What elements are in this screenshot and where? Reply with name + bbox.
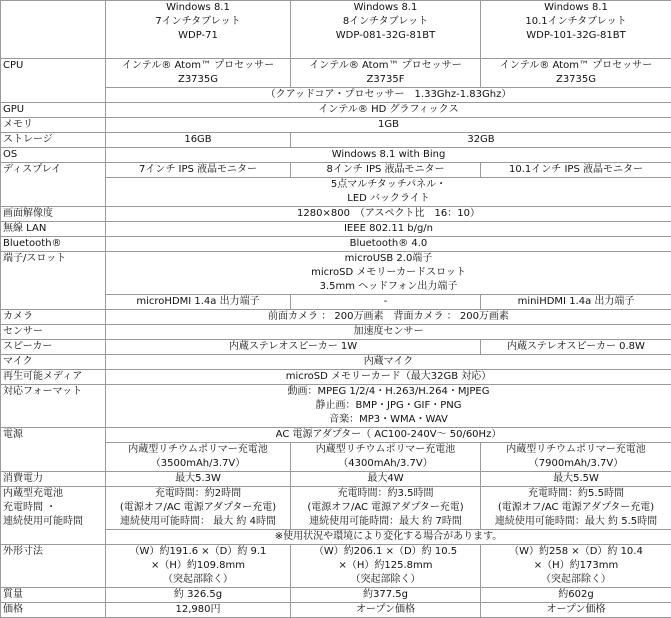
display-row <box>1 163 671 178</box>
battery-type-text: 内蔵型リチウムポリマー充電池 <box>108 443 288 457</box>
charge-label-line: 充電時間 ・ <box>3 501 103 515</box>
bluetooth-value: Bluetooth® 4.0 <box>106 237 671 252</box>
model-header-2 <box>291 1 481 59</box>
dimensions-line: （W）約206.1 ×（D）約 10.5 <box>293 545 478 559</box>
ports-row <box>1 252 671 295</box>
gpu-row <box>1 103 671 118</box>
consumption-value-2: 最大4W <box>291 472 481 487</box>
memory-label: メモリ <box>1 118 106 133</box>
headphone-port-text: 3.5mm ヘッドフォン出力端子 <box>108 280 669 294</box>
price-value-1: 12,980円 <box>106 603 291 618</box>
weight-value-1: 約 326.5g <box>106 588 291 603</box>
model-header-1 <box>106 1 291 59</box>
dimensions-line: （W）約258 ×（D）約 10.4 <box>483 545 669 559</box>
display-common-value <box>106 178 671 207</box>
storage-value-1: 16GB <box>106 133 291 148</box>
charge-note: ※使用状況や環境により変化する場合があります。 <box>106 530 671 545</box>
resolution-value: 1280×800 （アスペクト比 16：10） <box>106 207 671 222</box>
speaker-row <box>1 340 671 355</box>
weight-label: 質量 <box>1 588 106 603</box>
cpu-name: インテル® Atom™ プロセッサー <box>483 59 669 73</box>
resolution-label: 画面解像度 <box>1 207 106 222</box>
sensor-row <box>1 325 671 340</box>
audio-formats-text: 音楽：MP3・WMA・WAV <box>108 413 669 427</box>
storage-label: ストレージ <box>1 133 106 148</box>
hdmi-value-2: - <box>291 295 481 310</box>
dimensions-line: ×（H）約109.8mm <box>108 559 288 573</box>
os-value: Windows 8.1 with Bing <box>106 148 671 163</box>
battery-value-3 <box>481 443 671 472</box>
charge-value-3 <box>481 487 671 530</box>
battery-value-2 <box>291 443 481 472</box>
speaker-value-2: 内蔵ステレオスピーカー 0.8W <box>481 340 671 355</box>
cpu-row <box>1 59 671 88</box>
video-formats-text: 動画：MPEG 1/2/4・H.263/H.264・MJPEG <box>108 385 669 399</box>
charge-value-1 <box>106 487 291 530</box>
charge-time-text: 充電時間：約2時間 <box>108 487 288 501</box>
cpu-value-1 <box>106 59 291 88</box>
mic-value: 内蔵マイク <box>106 355 671 370</box>
hdmi-value-1: microHDMI 1.4a 出力端子 <box>106 295 291 310</box>
display-label: ディスプレイ <box>1 163 106 207</box>
sensor-label: センサー <box>1 325 106 340</box>
image-formats-text: 静止画：BMP・JPG・GIF・PNG <box>108 399 669 413</box>
camera-row <box>1 310 671 325</box>
dimensions-note: （突起部除く） <box>483 573 669 587</box>
cpu-value-2 <box>291 59 481 88</box>
cpu-label: CPU <box>1 59 106 103</box>
dimensions-value-1 <box>106 545 291 588</box>
hdmi-value-3: miniHDMI 1.4a 出力端子 <box>481 295 671 310</box>
consumption-value-1: 最大5.3W <box>106 472 291 487</box>
model-number: WDP-081-32G-81BT <box>293 29 478 43</box>
cpu-name: インテル® Atom™ プロセッサー <box>293 59 478 73</box>
ports-label: 端子/スロット <box>1 252 106 310</box>
model-number: WDP-101-32G-81BT <box>483 29 669 43</box>
battery-value-1 <box>106 443 291 472</box>
mic-label: マイク <box>1 355 106 370</box>
charge-condition-text: (電源オフ/AC 電源アダプター充電) <box>108 501 288 515</box>
power-value: AC 電源アダプター（ AC100-240V～ 50/60Hz） <box>106 428 671 443</box>
header-blank-cell <box>1 1 106 59</box>
media-row <box>1 370 671 385</box>
touch-panel-text: 5点マルチタッチパネル・ <box>108 178 669 192</box>
gpu-value: インテル® HD グラフィックス <box>106 103 671 118</box>
formats-row <box>1 385 671 428</box>
model-os: Windows 8.1 <box>293 1 478 15</box>
speaker-label: スピーカー <box>1 340 106 355</box>
dimensions-line: ×（H）約125.8mm <box>293 559 478 573</box>
sd-slot-text: microSD メモリーカードスロット <box>108 266 669 280</box>
header-row <box>1 1 671 59</box>
dimensions-note: （突起部除く） <box>108 573 288 587</box>
display-value-1: 7インチ IPS 液晶モニター <box>106 163 291 178</box>
price-label: 価格 <box>1 603 106 618</box>
consumption-row <box>1 472 671 487</box>
camera-label: カメラ <box>1 310 106 325</box>
wlan-row <box>1 222 671 237</box>
charge-condition-text: (電源オフ/AC 電源アダプター充電) <box>293 501 478 515</box>
bluetooth-label: Bluetooth® <box>1 237 106 252</box>
wlan-label: 無線 LAN <box>1 222 106 237</box>
storage-row <box>1 133 671 148</box>
runtime-text: 連続使用可能時間： 最大 約 4時間 <box>108 515 288 529</box>
charge-time-text: 充電時間：約5.5時間 <box>483 487 669 501</box>
price-row <box>1 603 671 618</box>
backlight-text: LED バックライト <box>108 192 669 206</box>
charge-row <box>1 487 671 530</box>
model-type: 8インチタブレット <box>293 15 478 29</box>
model-header-3 <box>481 1 671 59</box>
consumption-label: 消費電力 <box>1 472 106 487</box>
power-label: 電源 <box>1 428 106 472</box>
battery-type-text: 内蔵型リチウムポリマー充電池 <box>483 443 669 457</box>
dimensions-line: （W）約191.6 ×（D）約 9.1 <box>108 545 288 559</box>
model-os: Windows 8.1 <box>108 1 288 15</box>
gpu-label: GPU <box>1 103 106 118</box>
os-label: OS <box>1 148 106 163</box>
mic-row <box>1 355 671 370</box>
cpu-model: Z3735G <box>483 73 669 87</box>
charge-time-text: 充電時間：約3.5時間 <box>293 487 478 501</box>
dimensions-row <box>1 545 671 588</box>
cpu-name: インテル® Atom™ プロセッサー <box>108 59 288 73</box>
charge-label-line: 内蔵型充電池 <box>3 487 103 501</box>
cpu-value-3 <box>481 59 671 88</box>
ports-common-value <box>106 252 671 295</box>
formats-label: 対応フォーマット <box>1 385 106 428</box>
dimensions-value-2 <box>291 545 481 588</box>
model-type: 7インチタブレット <box>108 15 288 29</box>
memory-row <box>1 118 671 133</box>
model-type: 10.1インチタブレット <box>483 15 669 29</box>
battery-type-text: 内蔵型リチウムポリマー充電池 <box>293 443 478 457</box>
dimensions-note: （突起部除く） <box>293 573 478 587</box>
usb-port-text: microUSB 2.0端子 <box>108 252 669 266</box>
bluetooth-row <box>1 237 671 252</box>
dimensions-label: 外形寸法 <box>1 545 106 588</box>
camera-value: 前面カメラ ： 200万画素 背面カメラ ： 200万画素 <box>106 310 671 325</box>
storage-value-2: 32GB <box>291 133 671 148</box>
model-number: WDP-71 <box>108 29 288 43</box>
formats-value <box>106 385 671 428</box>
battery-capacity-text: （4300mAh/3.7V） <box>293 457 478 471</box>
dimensions-value-3 <box>481 545 671 588</box>
cpu-model: Z3735G <box>108 73 288 87</box>
cpu-common-value: （クアッドコア・プロセッサー 1.33Ghz-1.83Ghz） <box>106 88 671 103</box>
display-value-3: 10.1インチ IPS 液晶モニター <box>481 163 671 178</box>
consumption-value-3: 最大5.5W <box>481 472 671 487</box>
battery-capacity-text: （7900mAh/3.7V） <box>483 457 669 471</box>
os-row <box>1 148 671 163</box>
resolution-row <box>1 207 671 222</box>
dimensions-line: ×（H）約173mm <box>483 559 669 573</box>
price-value-2: オープン価格 <box>291 603 481 618</box>
speaker-value-1: 内蔵ステレオスピーカー 1W <box>106 340 481 355</box>
memory-value: 1GB <box>106 118 671 133</box>
power-row <box>1 428 671 443</box>
charge-value-2 <box>291 487 481 530</box>
media-value: microSD メモリーカード（最大32GB 対応） <box>106 370 671 385</box>
sensor-value: 加速度センサー <box>106 325 671 340</box>
weight-value-2: 約377.5g <box>291 588 481 603</box>
battery-capacity-text: （3500mAh/3.7V） <box>108 457 288 471</box>
display-value-2: 8インチ IPS 液晶モニター <box>291 163 481 178</box>
runtime-text: 連続使用可能時間：最大 約 5.5時間 <box>483 515 669 529</box>
cpu-model: Z3735F <box>293 73 478 87</box>
media-label: 再生可能メディア <box>1 370 106 385</box>
wlan-value: IEEE 802.11 b/g/n <box>106 222 671 237</box>
charge-label <box>1 487 106 545</box>
weight-value-3: 約602g <box>481 588 671 603</box>
runtime-text: 連続使用可能時間：最大 約 7時間 <box>293 515 478 529</box>
weight-row <box>1 588 671 603</box>
charge-condition-text: (電源オフ/AC 電源アダプター充電) <box>483 501 669 515</box>
charge-label-line: 連続使用可能時間 <box>3 515 103 529</box>
model-os: Windows 8.1 <box>483 1 669 15</box>
price-value-3: オープン価格 <box>481 603 671 618</box>
